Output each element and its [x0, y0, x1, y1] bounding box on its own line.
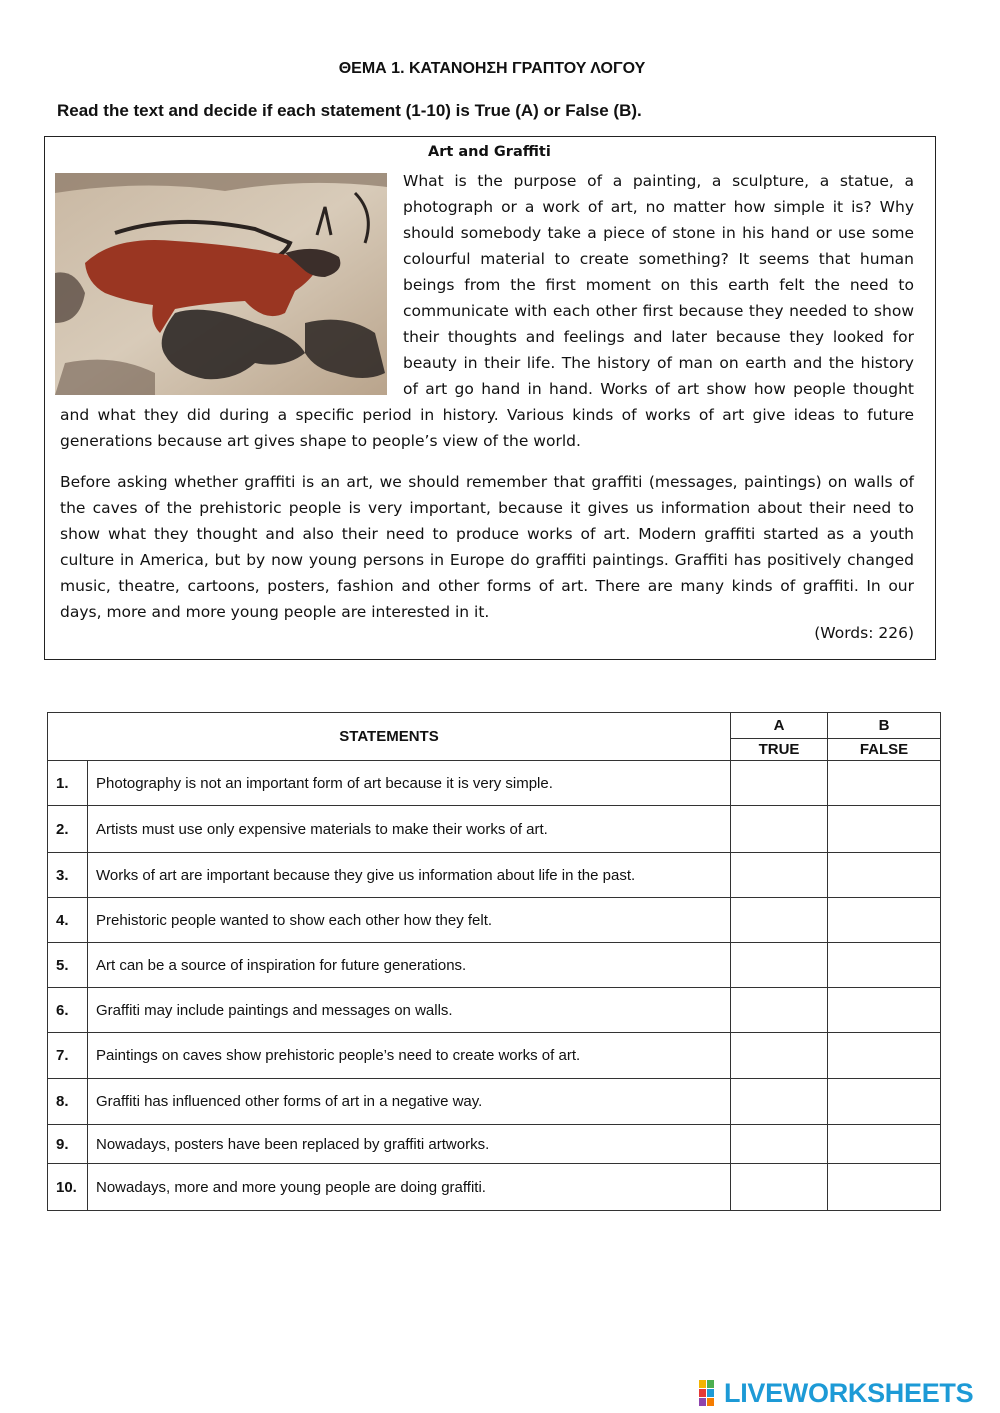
answer-cell-b[interactable]: [828, 1164, 941, 1211]
answer-cell-b[interactable]: [828, 898, 941, 943]
article-title: Art and Graffiti: [428, 144, 551, 160]
answer-cell-a[interactable]: [731, 898, 828, 943]
statements-header: STATEMENTS: [48, 713, 731, 761]
table-row: [48, 1164, 941, 1211]
word-count: (Words: 226): [814, 624, 914, 642]
instruction-text: Read the text and decide if each statement (1-10) is True (A) or False (B).: [57, 101, 642, 120]
table-row: [48, 806, 941, 853]
statement-text: Nowadays, more and more young people are doing graffiti.: [88, 1164, 731, 1211]
article-paragraph-1: What is the purpose of a painting, a sculpture, a statue, a photograph or a work of art, no matter how simple it is? Why should somebody take a piece of stone in his hand or use some colourful material to create something? It seems that human beings from the first moment on this earth felt the need to communicate with each other first because they needed to show their thoughts and feelings and later because they looked for beauty in their life. The history of man on earth and the history of art go hand in hand. Works of art show how people thought and what they did during a specific period in history. Various kinds of works of art give ideas to future generations because art gives shape to people’s view of the world.: [60, 172, 914, 450]
liveworksheets-logo-icon: [698, 1378, 722, 1408]
answer-cell-b[interactable]: [828, 853, 941, 898]
table-row: [48, 1079, 941, 1125]
answer-cell-a[interactable]: [731, 1164, 828, 1211]
row-number: 9.: [48, 1125, 88, 1164]
answer-cell-b[interactable]: [828, 1125, 941, 1164]
answer-cell-b[interactable]: [828, 806, 941, 853]
table-row: [48, 1125, 941, 1164]
statement-text: Artists must use only expensive materials to make their works of art.: [88, 806, 731, 853]
table-row: [48, 988, 941, 1033]
column-a-header: A: [731, 713, 828, 739]
statements-table: [47, 712, 941, 1211]
row-number: 8.: [48, 1079, 88, 1125]
table-row: [48, 943, 941, 988]
answer-cell-b[interactable]: [828, 943, 941, 988]
table-row: [48, 761, 941, 806]
answer-cell-b[interactable]: [828, 988, 941, 1033]
true-label: TRUE: [731, 739, 828, 761]
row-number: 7.: [48, 1033, 88, 1079]
answer-cell-a[interactable]: [731, 1033, 828, 1079]
liveworksheets-brand-text: LIVEWORKSHEETS: [724, 1377, 974, 1408]
row-number: 10.: [48, 1164, 88, 1211]
article-paragraph-2: Before asking whether graffiti is an art, we should remember that graffiti (messages, paintings) on walls of the caves of the prehistoric people is very important, because it gives us information about their need to show what they thought and also their need to produce works of art. Modern graffiti started as a youth culture in America, but by now young persons in Europe do graffiti paintings. Graffiti has positively changed music, theatre, cartoons, posters, fashion and other forms of art. There are many kinds of graffiti. In our days, more and more young people are interested in it.: [60, 473, 914, 621]
table-row: [48, 1033, 941, 1079]
statement-text: Graffiti has influenced other forms of art in a negative way.: [88, 1079, 731, 1125]
false-label: FALSE: [828, 739, 941, 761]
answer-cell-a[interactable]: [731, 988, 828, 1033]
statement-text: Nowadays, posters have been replaced by graffiti artworks.: [88, 1125, 731, 1164]
page-heading: ΘΕΜΑ 1. ΚΑΤΑΝΟΗΣΗ ΓΡΑΠΤΟΥ ΛΟΓΟΥ: [338, 60, 646, 77]
row-number: 2.: [48, 806, 88, 853]
answer-cell-a[interactable]: [731, 943, 828, 988]
answer-cell-a[interactable]: [731, 1125, 828, 1164]
answer-cell-a[interactable]: [731, 806, 828, 853]
row-number: 3.: [48, 853, 88, 898]
row-number: 5.: [48, 943, 88, 988]
liveworksheets-logo: [698, 1376, 973, 1410]
row-number: 6.: [48, 988, 88, 1033]
table-row: [48, 898, 941, 943]
statement-text: Prehistoric people wanted to show each other how they felt.: [88, 898, 731, 943]
answer-cell-a[interactable]: [731, 1079, 828, 1125]
answer-cell-b[interactable]: [828, 761, 941, 806]
statement-text: Paintings on caves show prehistoric people’s need to create works of art.: [88, 1033, 731, 1079]
table-row: [48, 853, 941, 898]
statement-text: Works of art are important because they give us information about life in the past.: [88, 853, 731, 898]
statement-text: Art can be a source of inspiration for future generations.: [88, 943, 731, 988]
statement-text: Graffiti may include paintings and messages on walls.: [88, 988, 731, 1033]
answer-cell-b[interactable]: [828, 1033, 941, 1079]
statement-text: Photography is not an important form of art because it is very simple.: [88, 761, 731, 806]
column-b-header: B: [828, 713, 941, 739]
answer-cell-a[interactable]: [731, 853, 828, 898]
row-number: 1.: [48, 761, 88, 806]
row-number: 4.: [48, 898, 88, 943]
answer-cell-b[interactable]: [828, 1079, 941, 1125]
answer-cell-a[interactable]: [731, 761, 828, 806]
